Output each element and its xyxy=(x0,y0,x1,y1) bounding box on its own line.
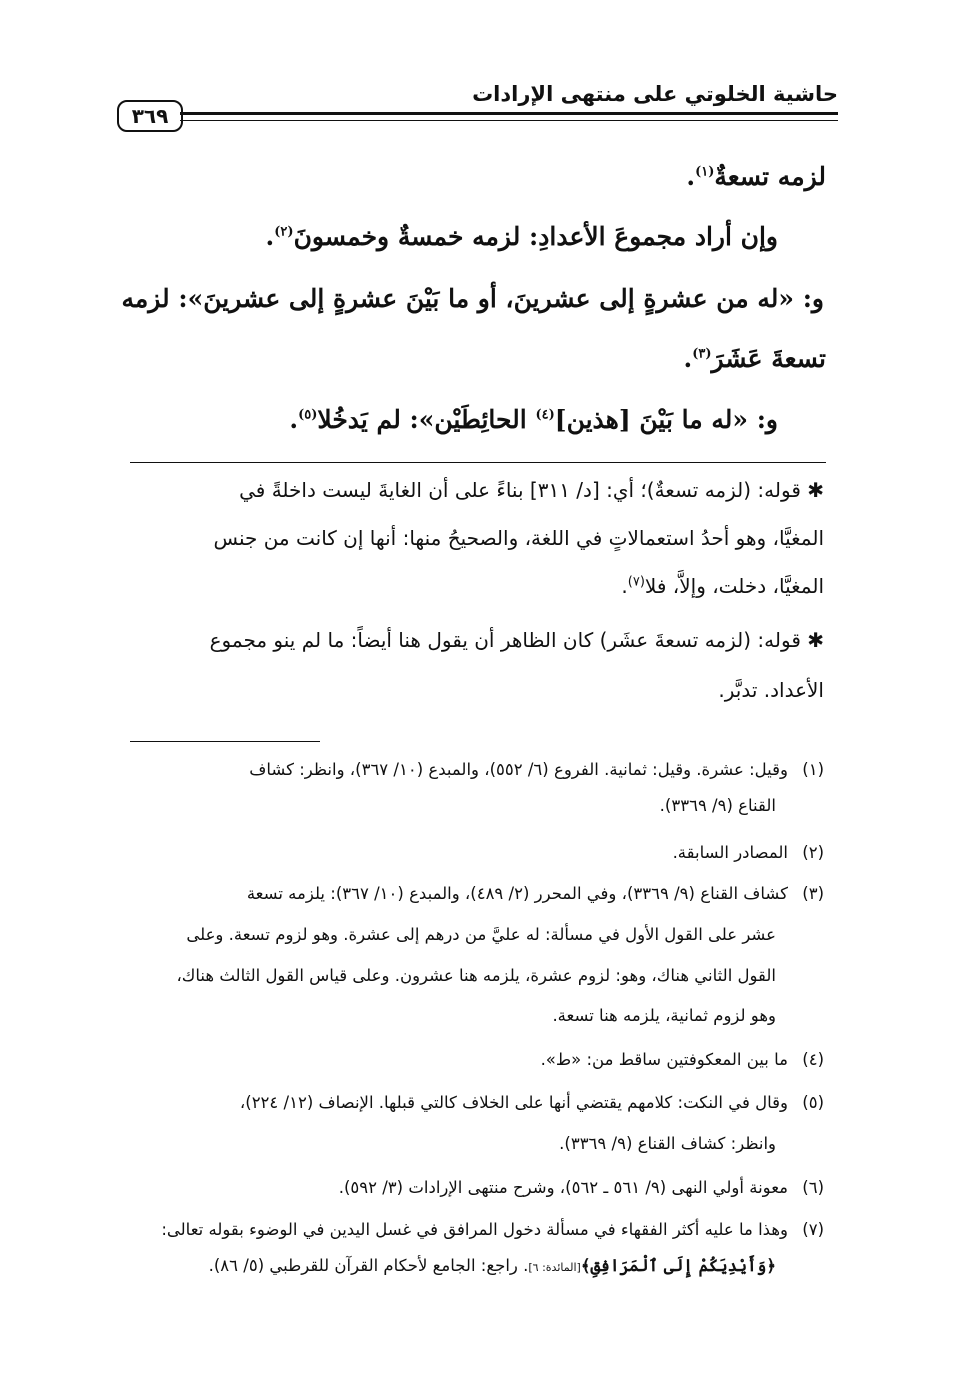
commentary-text: قوله: (لزمه تسعةٌ)؛ أي: [د/ ٣١١] بناءً على أن الغايةَ ليست داخلةً في xyxy=(239,478,801,502)
main-text: لزمه تسعةٌ xyxy=(714,162,826,191)
footnote-text: وقيل: عشرة. وقيل: ثمانية. الفروع (٦/ ٥٥٢)، والمبدع (١٠/ ٣٦٧)، وانظر: كشاف xyxy=(249,760,788,779)
footnote-number: (٣) xyxy=(802,884,824,903)
main-line-5 xyxy=(289,405,778,434)
footnote-3 xyxy=(247,884,824,903)
footnote-number: (٧) xyxy=(802,1220,824,1239)
footnote-7-cont xyxy=(209,1256,776,1275)
footnote-ref: (٥) xyxy=(298,407,318,423)
footnote-5 xyxy=(240,1093,824,1112)
footnote-number: (١) xyxy=(802,760,824,779)
footnote-ref: (٤) xyxy=(535,407,555,423)
footnote-text: وهذا ما عليه أكثر الفقهاء في مسألة دخول المرافق في غسل اليدين في الوضوء بقوله تعالى: xyxy=(161,1220,788,1239)
footnote-number: (٢) xyxy=(802,843,824,862)
punct: . xyxy=(686,162,696,191)
asterisk-marker: ✱ xyxy=(800,628,824,652)
commentary-line xyxy=(718,678,824,702)
commentary-line xyxy=(210,628,824,652)
commentary-line xyxy=(239,478,824,502)
commentary-line xyxy=(621,574,824,598)
footnote-number: (٤) xyxy=(802,1050,824,1069)
footnote-7 xyxy=(161,1220,824,1239)
punct: . xyxy=(621,574,628,598)
main-text: تسعةَ عَشَرَ xyxy=(711,344,826,373)
main-line-2 xyxy=(266,222,778,251)
quran-verse: ﴿وَأَيْدِيَكُمْ إِلَى ٱلْمَرَافِقِ﴾ xyxy=(580,1256,776,1275)
footnote-ref: (٢) xyxy=(274,224,294,240)
asterisk-marker: ✱ xyxy=(800,478,824,502)
footnote-text: . راجع: الجامع لأحكام القرآن للقرطبي (٥/ ٨٦). xyxy=(208,1256,529,1275)
commentary-text: المغيَّا، دخلت، وإلاَّ، فلا xyxy=(644,574,824,598)
footnote-text: ما بين المعكوفتين ساقط من: «ط». xyxy=(540,1050,788,1069)
main-text: و: «له ما بَيْنَ [هذين] xyxy=(554,405,778,434)
commentary-line xyxy=(213,526,824,550)
footnote-4 xyxy=(541,1050,824,1069)
commentary-separator xyxy=(130,462,826,463)
footnote-text: كشاف القناع (٩/ ٣٣٦٩)، وفي المحرر (٢/ ٤٨٩)، والمبدع (١٠/ ٣٦٧): يلزمه تسعة xyxy=(246,884,788,903)
footnote-number: (٥) xyxy=(802,1093,824,1112)
footnote-text: معونة أولي النهى (٩/ ٥٦١ ـ ٥٦٢)، وشرح منتهى الإرادات (٣/ ٥٩٢). xyxy=(338,1178,788,1197)
footnote-number: (٦) xyxy=(802,1178,824,1197)
main-text: وإن أراد مجموعَ الأعدادِ: لزمه خمسةٌ وخمسونَ xyxy=(293,222,778,251)
footnote-3-cont: عشر على القول الأول في مسألة: له عليَّ من درهم إلى عشرة. وهو لزوم تسعة. وعلى xyxy=(186,925,776,944)
footnote-3-cont: وهو لزوم ثمانية، يلزمه هنا تسعة. xyxy=(552,1006,776,1025)
punct: . xyxy=(265,222,275,251)
running-header-title: حاشية الخلوتي على منتهى الإرادات xyxy=(472,82,838,106)
verse-source: [المائدة: ٦] xyxy=(528,1261,581,1274)
footnote-1 xyxy=(249,760,824,779)
footnote-separator xyxy=(130,741,320,742)
page-number: ٣٦٩ xyxy=(117,100,183,132)
commentary-text: المغيَّا، وهو أحدُ استعمالاتٍ في اللغة، والصحيحُ منها: أنها إن كانت من جنس xyxy=(213,526,824,550)
commentary-text: الأعداد. تدبَّر. xyxy=(718,678,824,702)
footnote-ref: (٣) xyxy=(692,346,712,362)
punct: . xyxy=(683,344,693,373)
main-text: الحائِطَيْن»: لم يَدخُلا xyxy=(317,405,536,434)
footnote-5-cont: وانظر: كشاف القناع (٩/ ٣٣٦٩). xyxy=(559,1134,776,1153)
header-rule xyxy=(180,112,838,115)
main-line-1 xyxy=(686,162,826,191)
main-line-4 xyxy=(684,344,826,373)
footnote-text: المصادر السابقة. xyxy=(672,843,788,862)
footnote-text: وقال في النكت: كلامهم يقتضي أنها على الخلاف كالتي قبلها. الإنصاف (١٢/ ٢٢٤)، xyxy=(239,1093,788,1112)
main-text: و: «له من عشرةٍ إلى عشرينَ، أو ما بَيْنَ عشرةٍ إلى عشرينَ»: لزمه xyxy=(121,284,824,313)
footnote-ref: (٧) xyxy=(627,574,645,590)
header-rule-thin xyxy=(180,120,838,121)
footnote-6 xyxy=(339,1178,824,1197)
commentary-text: قوله: (لزمه تسعةَ عشَر) كان الظاهر أن يقول هنا أيضاً: ما لم ينو مجموع xyxy=(209,628,801,652)
main-line-3 xyxy=(121,284,824,313)
footnote-3-cont: القول الثاني هناك، وهو: لزوم عشرة، يلزمه هنا عشرون. وعلى قياس القول الثالث هناك، xyxy=(176,966,776,985)
footnote-ref: (١) xyxy=(695,164,715,180)
punct: . xyxy=(289,405,299,434)
footnote-2 xyxy=(673,843,824,862)
footnote-1-cont: القناع (٩/ ٣٣٦٩). xyxy=(659,796,776,815)
